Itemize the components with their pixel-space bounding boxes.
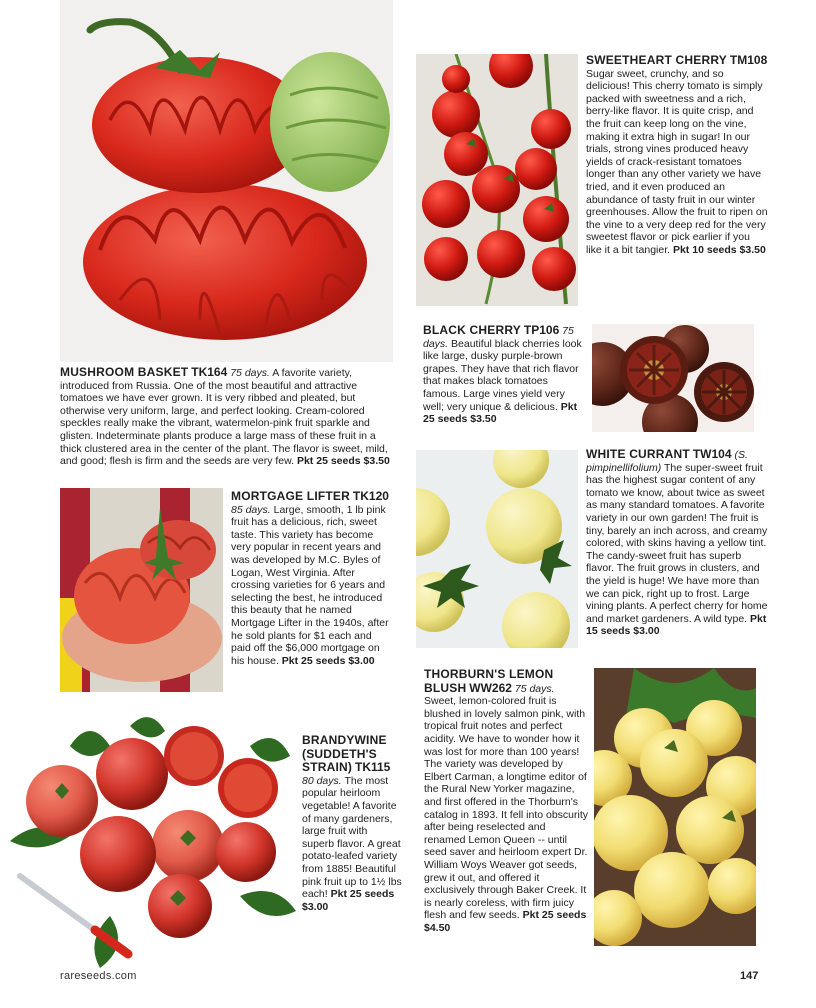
days-to-maturity: 85 days. bbox=[231, 503, 271, 516]
mortgage-lifter-photo bbox=[60, 488, 223, 692]
variety-code: TK115 bbox=[354, 760, 391, 775]
variety-description: Large, smooth, 1 lb pink fruit has a delicious, rich, sweet taste. This variety has become very popular in recent years and was developed by M.C. Byles of Logan, West Virginia. After crossing varieties for 6 years and selecting the best, he introduced this beauty that he named Mortgage Lifter in the 1940s, after he sold plants for $1 each and paid off the $6,000 mortgage on his house. bbox=[231, 503, 389, 667]
page-number: 147 bbox=[740, 970, 759, 982]
packet-price: Pkt 15 seeds $3.00 bbox=[586, 612, 767, 638]
mushroom-basket-photo bbox=[60, 0, 393, 362]
packet-price: Pkt 25 seeds $3.00 bbox=[302, 888, 395, 913]
packet-price: Pkt 10 seeds $3.50 bbox=[672, 243, 766, 256]
variety-name: BLACK CHERRY bbox=[423, 323, 521, 337]
variety-description: A favorite variety, introduced from Russia. One of the most beautiful and attractive tomatoes we have ever grown. It is very ribbed and pleated, but otherwise very uniform, large, and perfect looking. Cream-colored speckles really make the vibrant, watermelon-pink fruit sparkle and glisten. Indeterminate plants produce a large mass of these fruit in a thick clustered area in the center of the plant. The flavor is sweet, mild, and good; flesh is firm and the seeds are very few. bbox=[60, 367, 388, 468]
days-to-maturity: 80 days. bbox=[302, 774, 342, 787]
brandywine-entry bbox=[302, 734, 402, 913]
thorburns-lemon-blush-entry bbox=[424, 668, 588, 934]
variety-name: THORBURN'S LEMON BLUSH bbox=[424, 667, 554, 695]
variety-code: TP106 bbox=[523, 323, 560, 337]
mushroom-basket-entry bbox=[60, 366, 392, 468]
days-to-maturity: 75 days. bbox=[423, 325, 574, 350]
scientific-name: (S. pimpinellifolium) bbox=[586, 449, 748, 474]
black-cherry-entry bbox=[423, 324, 586, 426]
packet-price: Pkt 25 seeds $3.50 bbox=[296, 455, 390, 468]
variety-description: The most popular heirloom vegetable! A favorite of many gardeners, large fruit with superb flavor. A great potato-leafed variety from 1885! Beautiful pink fruit up to 1½ lbs each! bbox=[302, 774, 402, 901]
variety-name: MORTGAGE LIFTER bbox=[231, 489, 350, 503]
mortgage-lifter-entry bbox=[231, 490, 393, 667]
variety-code: TW104 bbox=[692, 447, 732, 461]
black-cherry-photo bbox=[592, 324, 754, 432]
variety-code: WW262 bbox=[469, 680, 512, 695]
website-footer: rareseeds.com bbox=[60, 970, 137, 982]
sweetheart-cherry-entry bbox=[586, 54, 768, 257]
brandywine-photo bbox=[0, 706, 296, 968]
packet-price: Pkt 25 seeds $3.00 bbox=[281, 654, 375, 667]
days-to-maturity: 75 days. bbox=[230, 367, 270, 379]
thorburns-lemon-blush-photo bbox=[594, 668, 756, 946]
variety-code: TM108 bbox=[729, 53, 768, 67]
variety-code: TK120 bbox=[352, 489, 389, 503]
variety-name: MUSHROOM BASKET bbox=[60, 365, 189, 379]
variety-description: Sugar sweet, crunchy, and so delicious! This cherry tomato is simply packed with sweetness and a rich, berry-like flavor. It is quite crisp, and the fruit can keep long on the vine, making it extra high in sugar! In our trials, strong vines produced heavy yields of crack-resistant tomatoes longer than any other variety we have tried, and it even produced an abundance of tasty fruit in our winter greenhouses. Allow the fruit to ripen on the vine to a very deep red for the very sweetest flavor or pick earlier if you like it a bit tangier. bbox=[586, 67, 768, 256]
variety-code: TK164 bbox=[191, 365, 228, 379]
days-to-maturity: 75 days. bbox=[514, 682, 555, 695]
white-currant-photo bbox=[416, 450, 578, 648]
packet-price: Pkt 25 seeds $4.50 bbox=[424, 909, 587, 934]
packet-price: Pkt 25 seeds $3.50 bbox=[423, 400, 578, 426]
variety-name: BRANDYWINE (SUDDETH'S STRAIN) bbox=[302, 733, 387, 775]
sweetheart-cherry-photo bbox=[416, 54, 578, 306]
variety-description: Sweet, lemon-colored fruit is blushed in lovely salmon pink, with tropical fruit notes and perfect acidity. We have to wonder how it was lost for more than 100 years! The variety was developed by Elbert Carman, a longtime editor of the Rural New Yorker magazine, and first offered in the Thorburn's catalog in 1893. It fell into obscurity after being reselected and renamed Lemon Queen -- until seed saver and heirloom expert Dr. William Woys Weaver got seeds, grew it out, and offered it exclusively through Baker Creek. It is nearly coreless, with firm juicy flesh and few seeds. bbox=[424, 695, 589, 922]
white-currant-entry bbox=[586, 448, 768, 638]
variety-description: Beautiful black cherries look like large, dusky purple-brown grapes. They have that rich flavor that makes black tomatoes famous. Large vines yield very well; very unique & delicious. bbox=[423, 337, 582, 413]
variety-name: WHITE CURRANT bbox=[586, 447, 690, 461]
variety-description: The super-sweet fruit has the highest sugar content of any tomato we know, about twice as sweet as many standard tomatoes. A favorite variety in our own garden! The fruit is tiny, barely an inch across, and creamy colored, with skins having a yellow tint. The candy-sweet fruit has superb flavor. The fruit grows in clusters, and the yield is huge! We have more than we can pick, right up to frost. Large vining plants. A perfect cherry for home and market gardeners. A wild type. bbox=[586, 461, 768, 625]
variety-name: SWEETHEART CHERRY bbox=[586, 53, 727, 67]
